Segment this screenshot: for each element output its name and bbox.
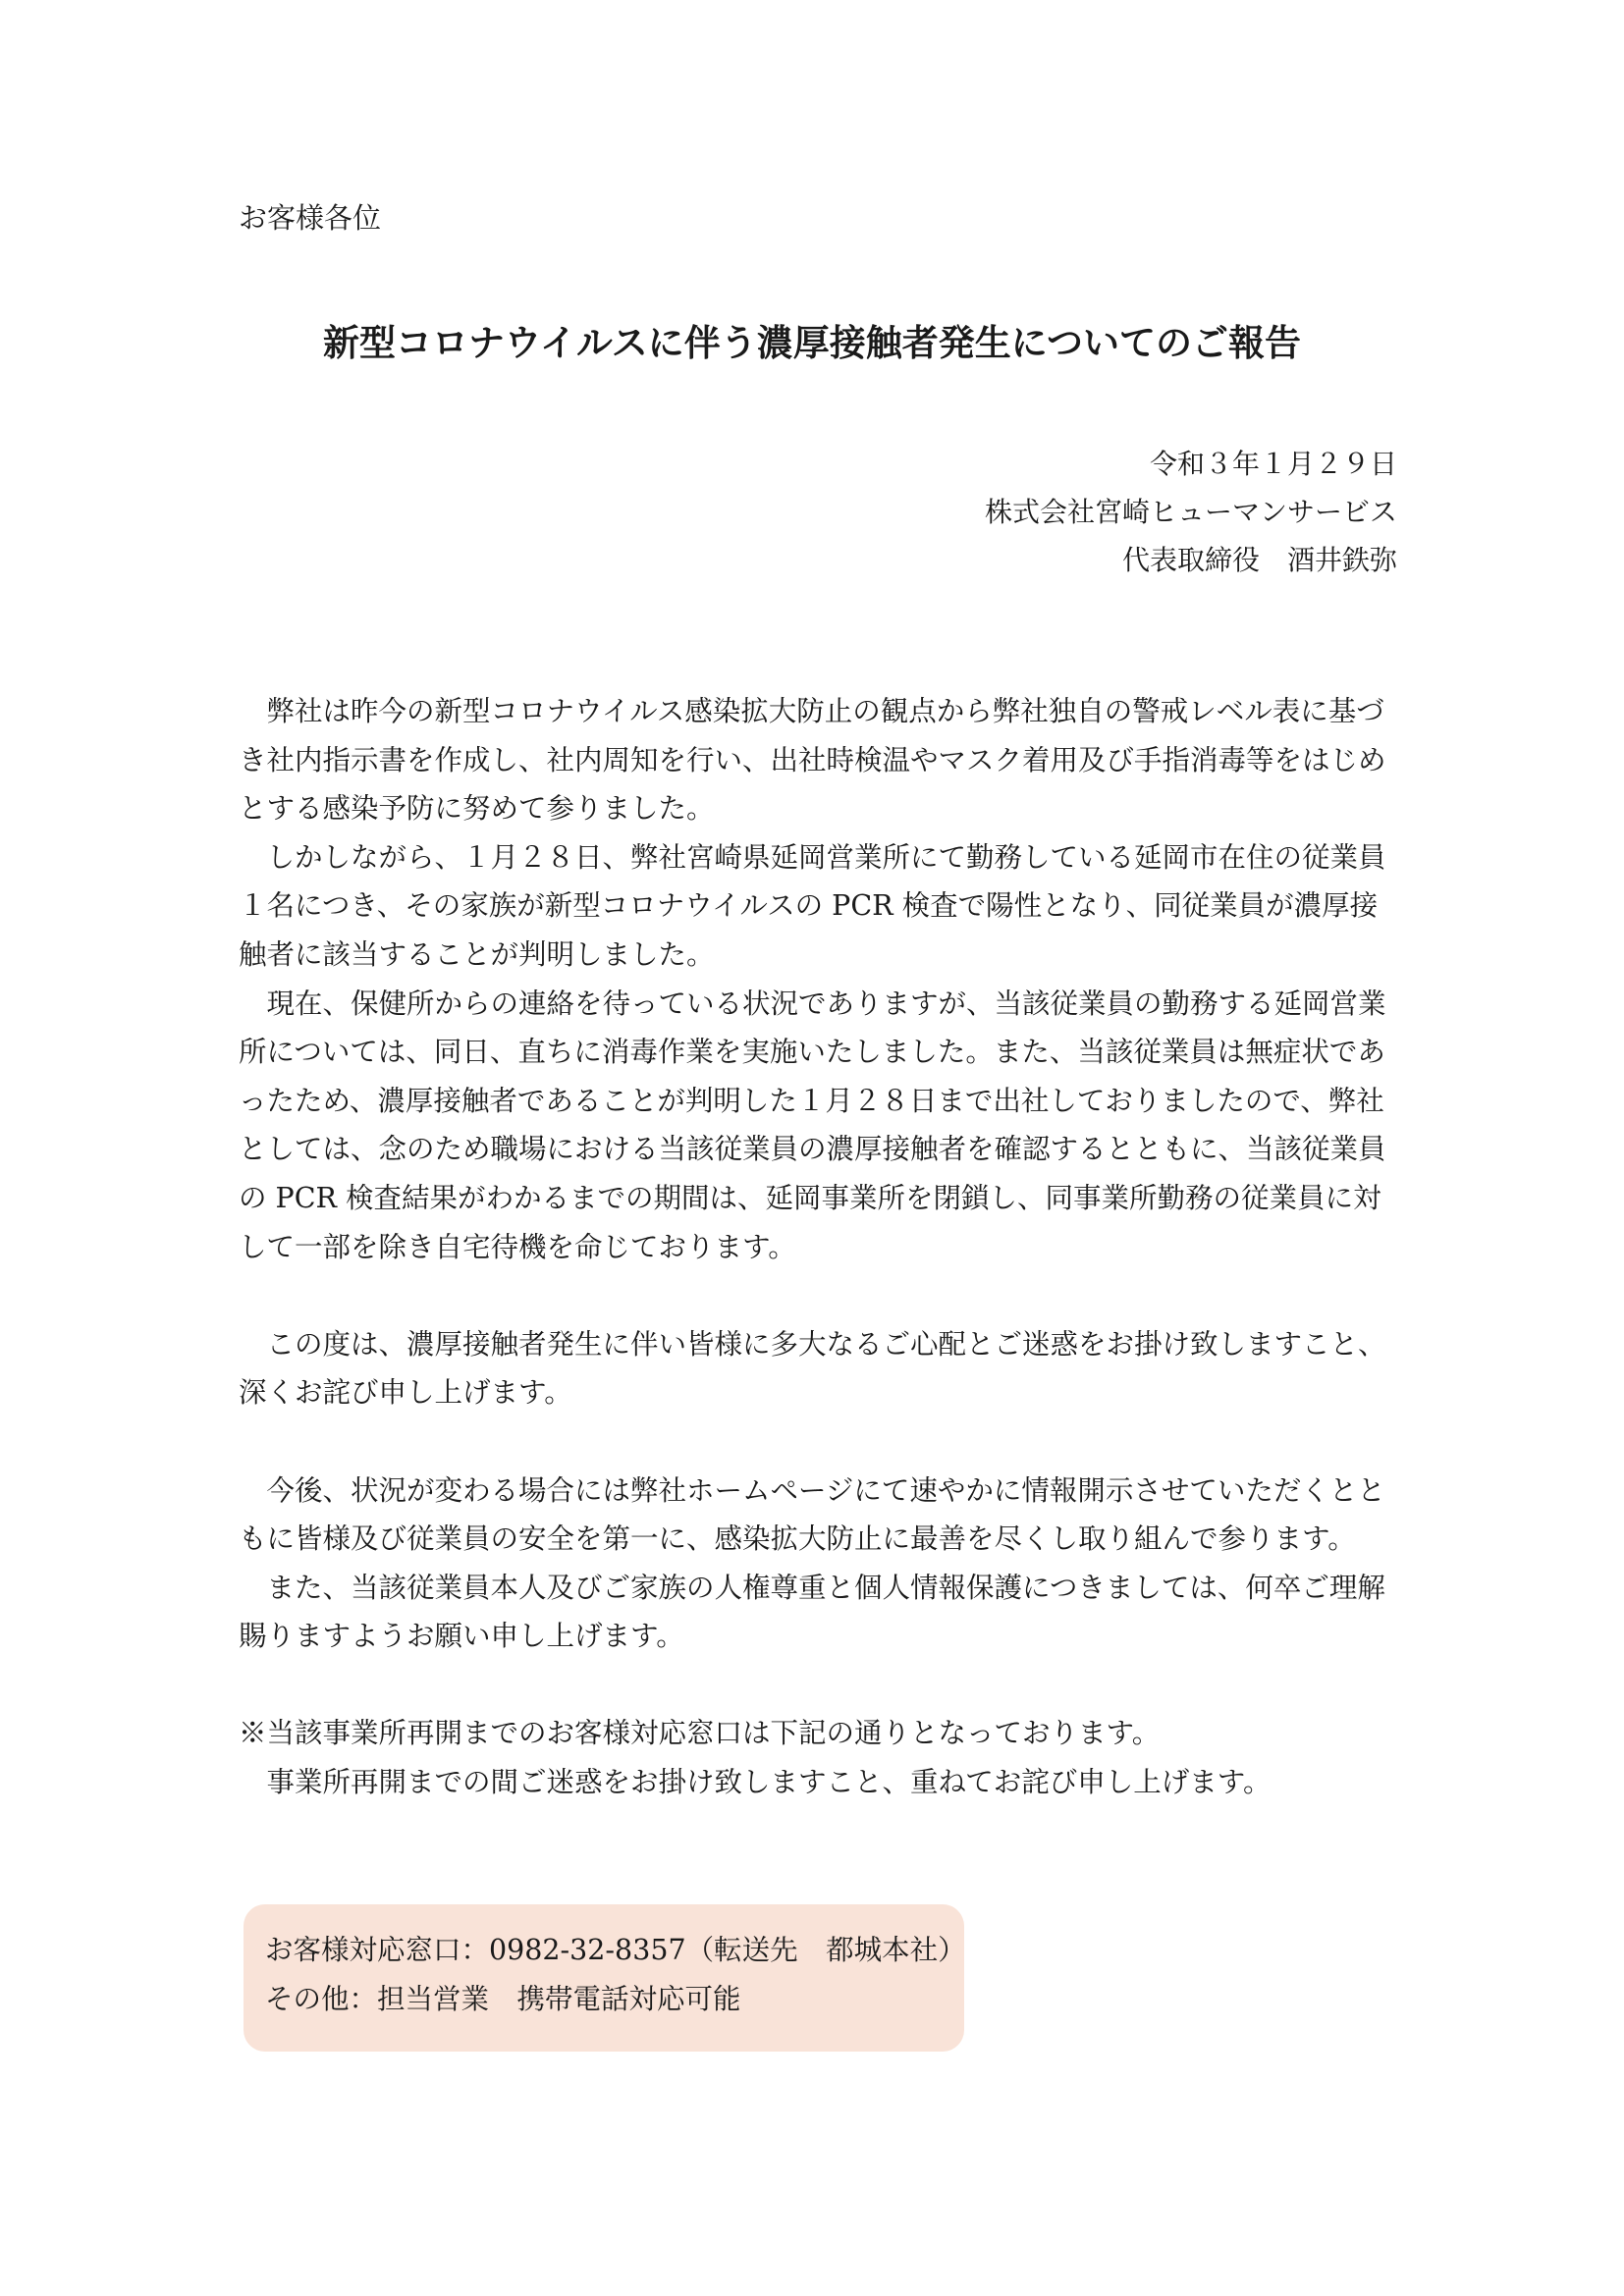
issue-date: 令和３年１月２９日 (1149, 448, 1397, 480)
paragraph-privacy: また、当該従業員本人及びご家族の人権尊重と個人情報保護につきましては、何卒ご理解賜りますようお願い申し上げます。 (239, 1571, 1385, 1653)
note-apology: 事業所再開までの間ご迷惑をお掛け致しますこと、重ねてお詫び申し上げます。 (239, 1766, 1272, 1799)
paragraph-apology: この度は、濃厚接触者発生に伴い皆様に多大なるご心配とご迷惑をお掛け致しますこと、深くお詫び申し上げます。 (239, 1327, 1386, 1410)
company-name: 株式会社宮崎ヒューマンサービス (984, 496, 1397, 528)
body-text (239, 687, 1397, 1807)
paragraph-future: 今後、状況が変わる場合には弊社ホームページにて速やかに情報開示させていただくとともに皆様及び従業員の安全を第一に、感染拡大防止に最善を尽くし取り組んで参ります。 (239, 1473, 1385, 1556)
paragraph-response: 現在、保健所からの連絡を待っている状況でありますが、当該従業員の勤務する延岡営業所については、同日、直ちに消毒作業を実施いたしました。また、当該従業員は無症状であったため、濃厚接触者であることが判明した１月２８日まで出社しておりましたので、弊社としては、念のため職場における当該従業員の濃厚接触者を確認するとともに、当該従業員の PCR 検査結果がわかるまでの期間は、延岡事業所を閉鎖し、同事業所勤務の従業員に対して一部を除き自宅待機を命じております。 (239, 987, 1386, 1263)
note-contact-window: ※当該事業所再開までのお客様対応窓口は下記の通りとなっております。 (239, 1717, 1161, 1750)
document-title: 新型コロナウイルスに伴う濃厚接触者発生についてのご報告 (322, 322, 1302, 364)
contact-phone: お客様対応窓口：0982-32-8357（転送先 都城本社） (265, 1934, 966, 1966)
salutation: お客様各位 (239, 201, 382, 235)
representative-name: 代表取締役 酒井鉄弥 (1121, 544, 1397, 576)
contact-box (244, 1904, 964, 2052)
contact-other: その他：担当営業 携帯電話対応可能 (265, 1983, 741, 2015)
sender-block (985, 440, 1397, 584)
paragraph-incident: しかしながら、１月２８日、弊社宮崎県延岡営業所にて勤務している延岡市在住の従業員１名につき、その家族が新型コロナウイルスの PCR 検査で陽性となり、同従業員が濃厚接触者に該当することが判明しました。 (239, 840, 1386, 971)
paragraph-background: 弊社は昨今の新型コロナウイルス感染拡大防止の観点から弊社独自の警戒レベル表に基づき社内指示書を作成し、社内周知を行い、出社時検温やマスク着用及び手指消毒等をはじめとする感染予防に努めて参りました。 (239, 695, 1386, 826)
